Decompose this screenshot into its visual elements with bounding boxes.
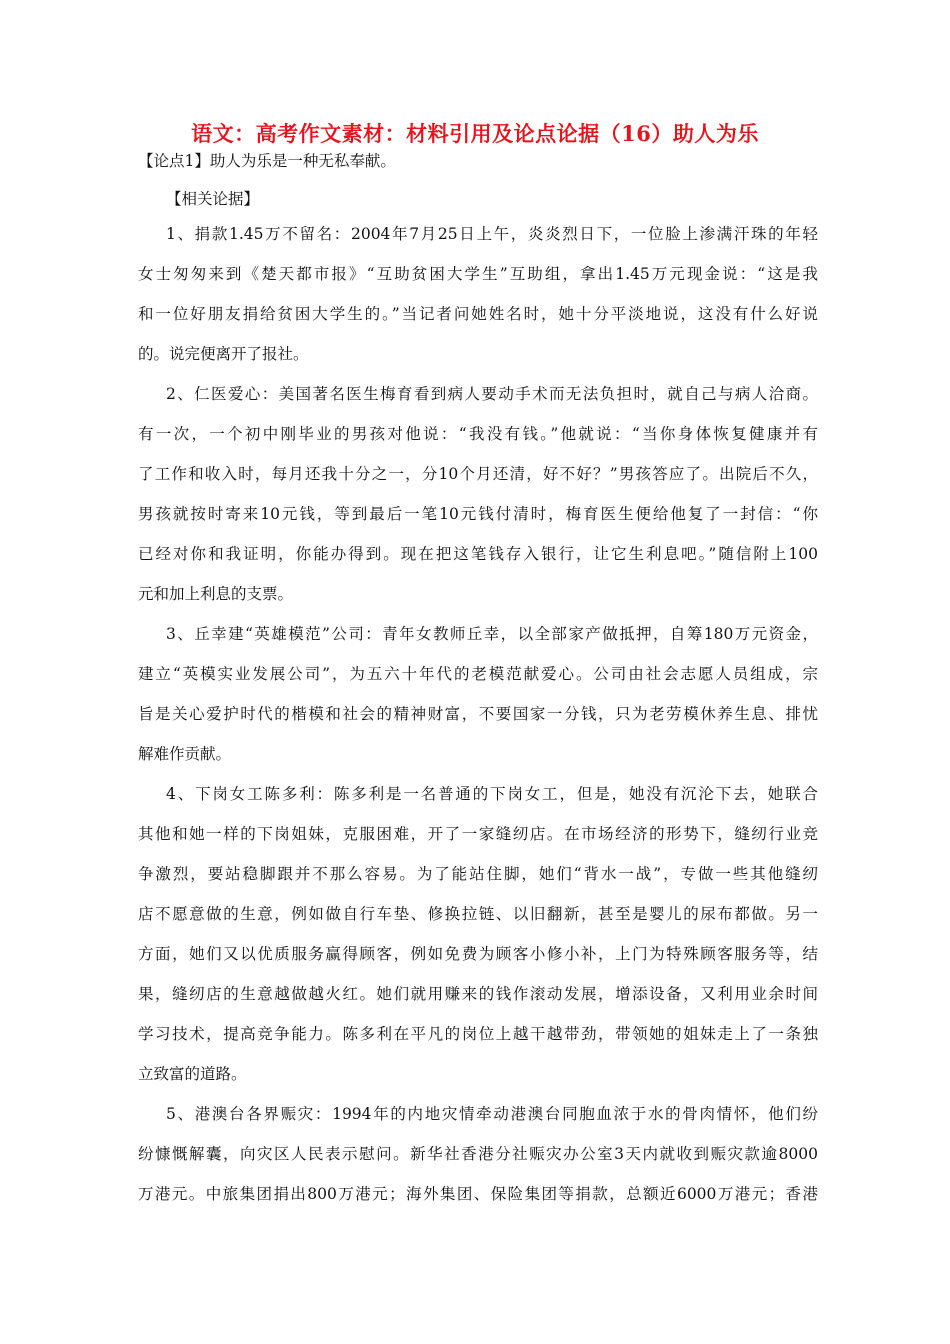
- paragraph-line: 方面，她们又以优质服务赢得顾客，例如免费为顾客小修小补，上门为特殊顾客服务等，结: [138, 945, 818, 963]
- paragraph-line: 了工作和收入时，每月还我十分之一，分10个月还清，好不好？”男孩答应了。出院后不久，: [138, 465, 818, 483]
- paragraph-line: 立致富的道路。: [138, 1065, 247, 1083]
- paragraph-line: 男孩就按时寄来10元钱，等到最后一笔10元钱付清时，梅育医生便给他复了一封信：“你: [138, 505, 818, 523]
- paragraph-line: 的。说完便离开了报社。: [138, 345, 309, 363]
- paragraph-line: 纷慷慨解囊，向灾区人民表示慰问。新华社香港分社赈灾办公室3天内就收到赈灾款逾8000: [138, 1145, 818, 1163]
- paragraph-line: 争激烈，要站稳脚跟并不那么容易。为了能站住脚，她们“背水一战”，专做一些其他缝纫: [138, 865, 818, 883]
- paragraph-line: 解难作贡献。: [138, 745, 232, 763]
- paragraph-line: 有一次，一个初中刚毕业的男孩对他说：“我没有钱。”他就说：“当你身体恢复健康并有: [138, 425, 818, 443]
- paragraph-line: 【相关论据】: [166, 190, 260, 208]
- paragraph-line: 3、丘幸建“英雄模范”公司：青年女教师丘幸，以全部家产做抵押，自筹180万元资金，: [166, 625, 818, 643]
- paragraph-line: 2、仁医爱心：美国著名医生梅育看到病人要动手术而无法负担时，就自己与病人洽商。: [166, 385, 818, 403]
- paragraph-line: 5、港澳台各界赈灾：1994年的内地灾情牵动港澳台同胞血浓于水的骨肉情怀，他们纷: [166, 1105, 818, 1123]
- paragraph-line: 店不愿意做的生意，例如做自行车垫、修换拉链、以旧翻新，甚至是婴儿的尿布都做。另一: [138, 905, 818, 923]
- paragraph-line: 4、下岗女工陈多利：陈多利是一名普通的下岗女工，但是，她没有沉沦下去，她联合: [166, 785, 818, 803]
- paragraph-line: 其他和她一样的下岗姐妹，克服困难，开了一家缝纫店。在市场经济的形势下，缝纫行业竞: [138, 825, 818, 843]
- paragraph-line: 万港元。中旅集团捐出800万港元；海外集团、保险集团等捐款，总额近6000万港元；香港: [138, 1185, 818, 1203]
- paragraph-line: 女士匆匆来到《楚天都市报》“互助贫困大学生”互助组，拿出1.45万元现金说：“这是我: [138, 265, 818, 283]
- paragraph-line: 果，缝纫店的生意越做越火红。她们就用赚来的钱作滚动发展，增添设备，又利用业余时间: [138, 985, 818, 1003]
- paragraph-line: 已经对你和我证明，你能办得到。现在把这笔钱存入银行，让它生利息吧。”随信附上100: [138, 545, 818, 563]
- paragraph-line: 旨是关心爱护时代的楷模和社会的精神财富，不要国家一分钱，只为老劳模休养生息、排忧: [138, 705, 818, 723]
- paragraph-line: 建立“英模实业发展公司”，为五六十年代的老模范献爱心。公司由社会志愿人员组成，宗: [138, 665, 818, 683]
- paragraph-line: 学习技术，提高竞争能力。陈多利在平凡的岗位上越干越带劲，带领她的姐妹走上了一条独: [138, 1025, 818, 1043]
- document-title: 语文：高考作文素材：材料引用及论点论据（16）助人为乐: [191, 121, 759, 146]
- paragraph-line: 【论点1】助人为乐是一种无私奉献。: [138, 152, 396, 170]
- paragraph-line: 和一位好朋友捐给贫困大学生的。”当记者问她姓名时，她十分平淡地说，这没有什么好说: [138, 305, 818, 323]
- paragraph-line: 元和加上利息的支票。: [138, 585, 294, 603]
- paragraph-line: 1、捐款1.45万不留名：2004年7月25日上午，炎炎烈日下，一位脸上渗满汗珠的年轻: [166, 225, 818, 243]
